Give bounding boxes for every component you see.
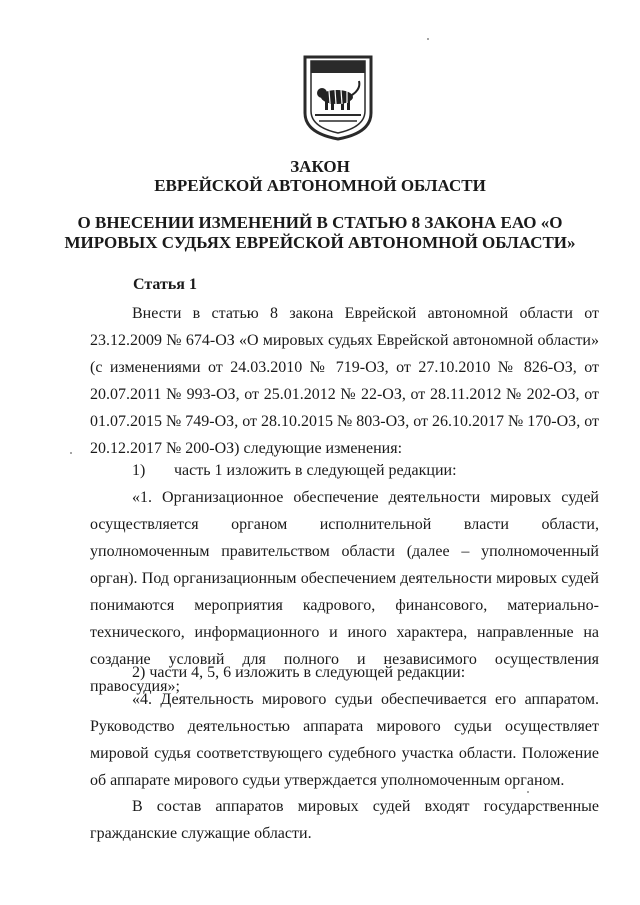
closing-paragraph: В состав аппаратов мировых судей входят государственные гражданские служащие области. xyxy=(90,798,599,842)
law-region-title: ЕВРЕЙСКОЙ АВТОНОМНОЙ ОБЛАСТИ xyxy=(154,176,486,195)
coat-of-arms-icon xyxy=(301,53,375,141)
list-item-2: 2) части 4, 5, 6 изложить в следующей редакции: xyxy=(132,664,466,681)
list-item-1 xyxy=(132,457,599,484)
scan-speck xyxy=(527,791,529,793)
scan-speck xyxy=(70,452,72,454)
list-item-1-text: часть 1 изложить в следующей редакции: xyxy=(174,462,457,479)
law-title: ЗАКОН xyxy=(290,157,350,176)
quoted-part-4: «4. Деятельность мирового судьи обеспечивается его аппаратом. Руководство деятельностью аппарата мирового судьи осуществляет мировой судья соответствующего судебного участка области. Положение об аппарате мирового судьи утверждается уполномоченным органом. xyxy=(90,691,599,789)
article-heading: Статья 1 xyxy=(133,276,197,293)
article-intro-paragraph: Внести в статью 8 закона Еврейской автономной области от 23.12.2009 № 674-ОЗ «О мировых судьях Еврейской автономной области» (с изменениями от 24.03.2010 № 719-ОЗ, от 27.10.2010 № 826-ОЗ, от 20.07.2011 № 993-ОЗ, от 25.01.2012 № 22-ОЗ, от 28.11.2012 № 202-ОЗ, от 01.07.2015 № 749-ОЗ, от 28.10.2015 № 803-ОЗ, от 26.10.2017 № 170-ОЗ, от 20.12.2017 № 200-ОЗ) следующие изменения: xyxy=(90,305,599,457)
list-item-1-number: 1) xyxy=(132,462,146,479)
quoted-part-1: «1. Организационное обеспечение деятельности мировых судей осуществляется органом исполнительной власти области, уполномоченным правительством области (далее – уполномоченный орган). Под организационным обеспечением деятельности мировых судей понимаются мероприятия кадрового, финансового, материально-технического, информационного и иного характера, направленные на создание условий для полного и независимого осуществления правосудия»; xyxy=(90,489,599,695)
law-subject-title: О ВНЕСЕНИИ ИЗМЕНЕНИЙ В СТАТЬЮ 8 ЗАКОНА ЕАО «О МИРОВЫХ СУДЬЯХ ЕВРЕЙСКОЙ АВТОНОМНОЙ ОБЛАСТИ» xyxy=(64,213,576,252)
scan-speck xyxy=(427,38,429,40)
